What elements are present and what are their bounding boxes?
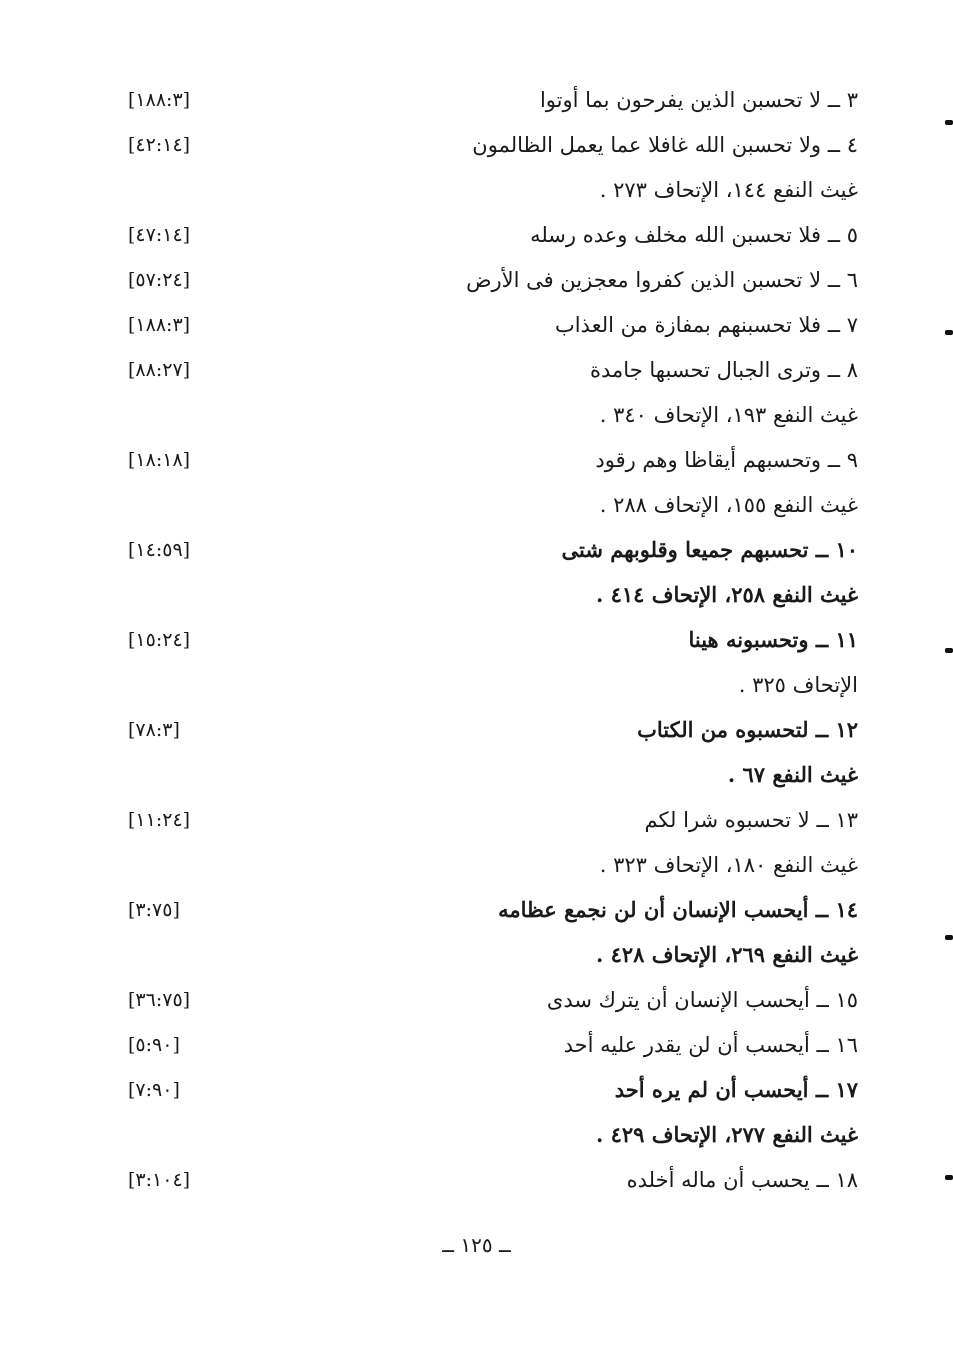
- source-note-line: [0, 940, 953, 985]
- source-note-line: [0, 490, 953, 535]
- entry-line: [0, 535, 953, 580]
- entry-line: [0, 220, 953, 265]
- verse-text: ٦ ــ لا تحسبن الذين كفروا معجزين فى الأرض: [466, 268, 858, 292]
- entry-line: [0, 130, 953, 175]
- verse-text: ٨ ــ وترى الجبال تحسبها جامدة: [590, 358, 858, 382]
- entry-line: [0, 805, 953, 850]
- verse-text: ١٤ ــ أيحسب الإنسان أن لن نجمع عظامه: [498, 897, 858, 922]
- verse-reference: [٤٢:١٤]: [128, 134, 191, 156]
- entry-line: [0, 985, 953, 1030]
- verse-reference: [١١:٢٤]: [128, 809, 191, 831]
- verse-reference: [٣:١٠٤]: [128, 1169, 191, 1191]
- verse-text: ٣ ــ لا تحسبن الذين يفرحون بما أوتوا: [539, 88, 858, 112]
- margin-mark: [945, 1175, 953, 1180]
- source-note: غيث النفع ١٨٠، الإتحاف ٣٢٣ .: [599, 853, 858, 877]
- source-note-line: [0, 670, 953, 715]
- source-note: غيث النفع ٢٦٩، الإتحاف ٤٢٨ .: [595, 942, 858, 967]
- source-note: غيث النفع ٢٧٧، الإتحاف ٤٢٩ .: [595, 1122, 858, 1147]
- verse-reference: [٨٨:٢٧]: [128, 359, 191, 381]
- verse-text: ١١ ــ وتحسبونه هينا: [688, 627, 858, 652]
- entry-line: [0, 895, 953, 940]
- entry-line: [0, 1030, 953, 1075]
- verse-reference: [٥٧:٢٤]: [128, 269, 191, 291]
- page-number: ــ ١٢٥ ــ: [442, 1233, 511, 1257]
- entry-line: [0, 445, 953, 490]
- entry-line: [0, 715, 953, 760]
- verse-reference: [١٤:٥٩]: [128, 539, 191, 561]
- verse-text: ٧ ــ فلا تحسبنهم بمفازة من العذاب: [554, 313, 858, 337]
- source-note-line: [0, 760, 953, 805]
- verse-reference: [١٥:٢٤]: [128, 629, 191, 651]
- source-note: الإتحاف ٣٢٥ .: [738, 673, 858, 697]
- source-note-line: [0, 175, 953, 220]
- verse-reference: [٣:٧٥]: [128, 899, 180, 921]
- verse-text: ١٠ ــ تحسبهم جميعا وقلوبهم شتى: [561, 537, 858, 562]
- verse-reference: [٧:٩٠]: [128, 1079, 180, 1101]
- source-note: غيث النفع ١٩٣، الإتحاف ٣٤٠ .: [599, 403, 858, 427]
- verse-reference: [٧٨:٣]: [128, 719, 180, 741]
- source-note-line: [0, 580, 953, 625]
- verse-reference: [١٨٨:٣]: [128, 314, 191, 336]
- verse-reference: [٤٧:١٤]: [128, 224, 191, 246]
- source-note-line: [0, 850, 953, 895]
- verse-text: ١٥ ــ أيحسب الإنسان أن يترك سدى: [546, 988, 858, 1012]
- entry-line: [0, 310, 953, 355]
- entry-line: [0, 85, 953, 130]
- verse-reference: [١٨٨:٣]: [128, 89, 191, 111]
- margin-mark: [945, 935, 953, 940]
- source-note: غيث النفع ٢٥٨، الإتحاف ٤١٤ .: [595, 582, 858, 607]
- verse-reference: [٣٦:٧٥]: [128, 989, 191, 1011]
- margin-mark: [945, 120, 953, 125]
- verse-text: ١٧ ــ أيحسب أن لم يره أحد: [614, 1077, 858, 1102]
- entry-line: [0, 265, 953, 310]
- verse-text: ٥ ــ فلا تحسبن الله مخلف وعده رسله: [530, 223, 858, 247]
- source-note: غيث النفع ١٥٥، الإتحاف ٢٨٨ .: [599, 493, 858, 517]
- margin-mark: [945, 330, 953, 335]
- verse-reference: [٥:٩٠]: [128, 1034, 180, 1056]
- verse-text: ١٨ ــ يحسب أن ماله أخلده: [626, 1168, 858, 1192]
- margin-mark: [945, 648, 953, 653]
- verse-text: ٤ ــ ولا تحسبن الله غافلا عما يعمل الظالمون: [472, 133, 858, 157]
- verse-text: ١٢ ــ لتحسبوه من الكتاب: [637, 717, 858, 742]
- verse-text: ١٣ ــ لا تحسبوه شرا لكم: [644, 808, 858, 832]
- entry-line: [0, 625, 953, 670]
- entry-line: [0, 1165, 953, 1210]
- source-note: غيث النفع ٦٧ .: [727, 762, 858, 787]
- entry-line: [0, 355, 953, 400]
- source-note-line: [0, 1120, 953, 1165]
- verse-text: ٩ ــ وتحسبهم أيقاظا وهم رقود: [595, 448, 858, 472]
- source-note: غيث النفع ١٤٤، الإتحاف ٢٧٣ .: [599, 178, 858, 202]
- verse-reference: [١٨:١٨]: [128, 449, 191, 471]
- entry-line: [0, 1075, 953, 1120]
- verse-text: ١٦ ــ أيحسب أن لن يقدر عليه أحد: [563, 1033, 858, 1057]
- source-note-line: [0, 400, 953, 445]
